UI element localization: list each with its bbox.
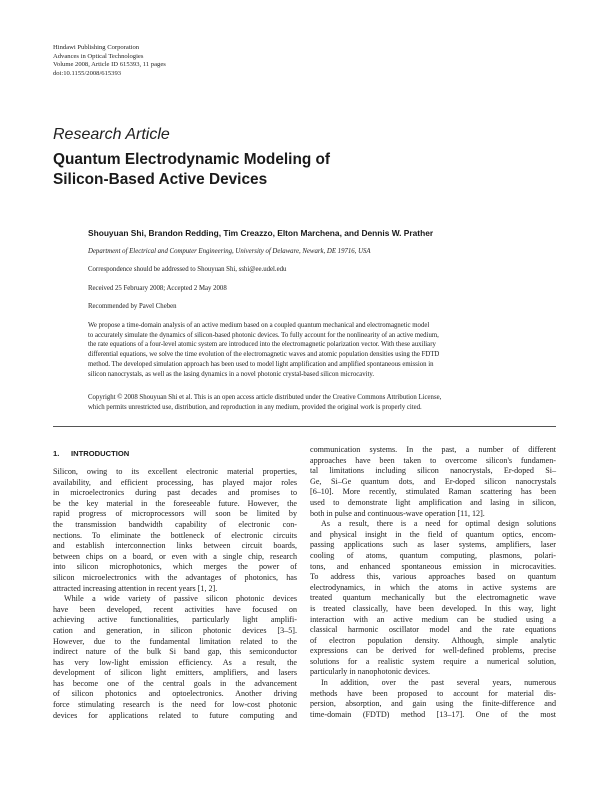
- title-line: Quantum Electrodynamic Modeling of: [53, 151, 331, 168]
- author-list: Shouyuan Shi, Brandon Redding, Tim Creazzo, Elton Marchena, and Dennis W. Prather: [88, 228, 434, 238]
- received-accepted-dates: Received 25 February 2008; Accepted 2 May 2008: [88, 285, 227, 292]
- copyright-line: which permits unrestricted use, distribution, and reproduction in any medium, provided the original work is properly cited.: [88, 403, 422, 411]
- body-line: classical harmonic oscillator model and the rate equations: [310, 625, 556, 635]
- body-line: tons, and enhanced spontaneous emission in microcavities.: [310, 561, 556, 571]
- abstract-line: the rate equations of a four-level atomic system are introduced into the electromagnetic polarization vector. With these auxiliary: [88, 341, 436, 349]
- body-line: silicon microelectronics with the advantages of photonics, has: [53, 572, 297, 582]
- body-line: Silicon, owing to its excellent electronic material properties,: [53, 467, 297, 476]
- journal-name: Advances in Optical Technologies: [53, 52, 144, 60]
- body-line: solutions for a realistic system require a numerical solution,: [310, 656, 556, 666]
- body-line: While a wide variety of passive silicon photonic devices: [64, 594, 297, 604]
- body-line: To address this, various approaches based on quantum: [310, 572, 556, 582]
- body-line: and establish interconnection links between circuit boards,: [53, 541, 297, 551]
- section-divider: [53, 426, 556, 427]
- body-line: both in pulse and continuous-wave operation [11, 12].: [310, 508, 485, 518]
- body-line: [6–10]. More recently, stimulated Raman scattering has been: [310, 487, 556, 497]
- abstract: [88, 321, 554, 379]
- copyright-line: Copyright © 2008 Shouyuan Shi et al. This is an open access article distributed under the Creative Commons Attribution License,: [88, 394, 442, 401]
- correspondence: Correspondence should be addressed to Shouyuan Shi, sshi@ee.udel.edu: [88, 266, 287, 273]
- section-number: 1.: [53, 449, 60, 458]
- body-line: availability, and efficient processing, has played major roles: [53, 477, 297, 487]
- article-type: Research Article: [53, 126, 170, 143]
- body-line: attracted increasing attention in recent years [1, 2].: [53, 583, 218, 593]
- body-line: indirect nature of the bulk Si band gap, this semiconductor: [53, 647, 297, 657]
- body-line: of electron population density. Although, simple analytic: [310, 635, 556, 645]
- title-line: Silicon-Based Active Devices: [53, 171, 268, 188]
- journal-header: [53, 44, 353, 78]
- body-line: devices for applications related to future computing and: [53, 710, 297, 720]
- affiliation: Department of Electrical and Computer Engineering, University of Delaware, Newark, DE 19716, USA: [88, 248, 371, 255]
- abstract-line: method. The developed simulation approach has been used to model light amplification and amplified spontaneous emission in: [88, 360, 434, 368]
- abstract-line: silicon nanocrystals, as well as the lasing dynamics in a novel photonic crystal-based silicon microcavity.: [88, 370, 375, 378]
- body-line: expressions can be derived for well-defined problems, precise: [310, 646, 556, 656]
- body-line: used to demonstrate light amplification and lasing in silicon,: [310, 497, 556, 507]
- body-line: development of silicon light emitters, amplifiers, and lasers: [53, 668, 297, 678]
- body-line: communication systems. In the past, a number of different: [310, 445, 556, 454]
- body-line: passing applications such as laser systems, amplifiers, laser: [310, 540, 556, 550]
- body-line: tal limitations including silicon nanocrystals, Er-doped Si–: [310, 466, 556, 476]
- body-line: of silicon photonics and optoelectronics. Another driving: [53, 689, 297, 699]
- abstract-line: We propose a time-domain analysis of an active medium based on a coupled quantum mechanical and electromagnetic model: [88, 322, 430, 329]
- body-line: be the key material in the foreseeable future. However, the: [53, 498, 297, 508]
- right-column: [310, 445, 556, 720]
- body-line: persion, absorption, and gain using the finite-difference and: [310, 699, 556, 709]
- article-title: [53, 150, 473, 190]
- publisher: Hindawi Publishing Corporation: [53, 44, 140, 51]
- body-line: electrodynamics, in which the atoms in active systems are: [310, 582, 556, 592]
- body-line: treated quantum mechanically but the electromagnetic wave: [310, 593, 556, 603]
- body-line: has become one of the central goals in the advancement: [53, 678, 297, 688]
- body-line: Ge, Si–Ge quantum dots, and Er-doped silicon nanocrystals: [310, 476, 556, 486]
- abstract-line: to accurately simulate the dynamics of silicon-based photonic devices. To fully account for the nonlinearity of an active medium,: [88, 331, 439, 339]
- body-line: As a result, there is a need for optimal design solutions: [321, 519, 556, 529]
- body-line: rapid progress of microprocessors will soon be limited by: [53, 509, 297, 519]
- body-line: force stimulating research is the need for low-cost photonic: [53, 700, 297, 710]
- body-line: However, due to the fundamental limitation related to the: [53, 636, 297, 646]
- body-line: time-domain (FDTD) method [13–17]. One of the most: [310, 709, 556, 719]
- section-heading: [53, 449, 129, 458]
- body-line: has very low-light emission efficiency. As a result, the: [53, 657, 297, 667]
- body-line: into silicon microphotonics, which merges the power of: [53, 562, 297, 572]
- volume-info: Volume 2008, Article ID 615393, 11 pages: [53, 61, 166, 69]
- body-line: In addition, over the past several years, numerous: [321, 678, 556, 688]
- body-line: cation and generation, in silicon photonic devices [3–5].: [53, 625, 297, 635]
- left-column: [53, 467, 297, 721]
- body-line: between chips on a board, or even with a single chip, research: [53, 551, 297, 561]
- body-line: and physical insight in the field of quantum optics, encom-: [310, 529, 556, 539]
- copyright-notice: [88, 393, 554, 412]
- body-line: have been developed, recent activities have focused on: [53, 604, 297, 614]
- body-line: approaches have been taken to overcome silicon's fundamen-: [310, 455, 556, 465]
- body-line: achieving active functionalities, particularly light amplifi-: [53, 615, 297, 625]
- abstract-line: differential equations, we solve the time evolution of the electromagnetic waves and atomic population densities using the FDTD: [88, 351, 440, 359]
- body-line: nections. To eliminate the bottleneck of electronic circuits: [53, 530, 297, 540]
- recommended-by: Recommended by Pavel Cheben: [88, 303, 177, 310]
- section-title: INTRODUCTION: [71, 449, 130, 458]
- body-line: particularly in nanophotonic devices.: [310, 667, 431, 677]
- doi: doi:10.1155/2008/615393: [53, 69, 122, 77]
- body-line: is treated classically, have been developed. In this way, light: [310, 603, 556, 613]
- body-line: the transmission bandwidth capability of electronic con-: [53, 519, 297, 529]
- body-line: interaction with an active medium can be studied using a: [310, 614, 556, 624]
- body-line: cooling of atoms, quantum computing, plasmons, polari-: [310, 550, 556, 560]
- body-line: in microelectronics during past decades and promises to: [53, 488, 297, 498]
- body-line: methods have been proposed to account for material dis-: [310, 688, 556, 698]
